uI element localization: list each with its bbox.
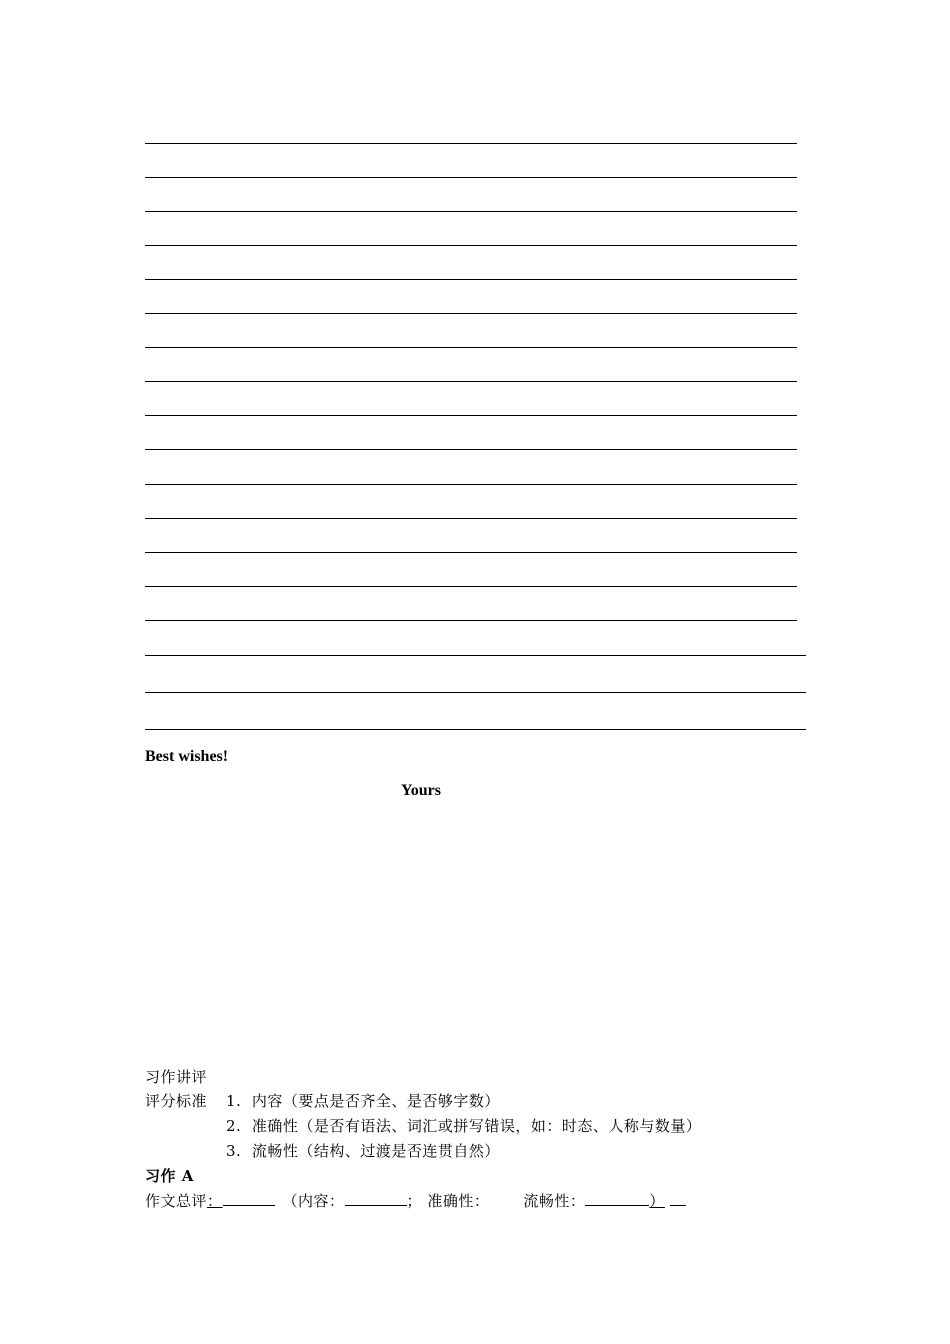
summary-line [145,1190,686,1211]
letter-signoff: Yours [401,782,442,799]
writing-line[interactable] [145,143,797,144]
writing-line[interactable] [145,381,797,382]
fluency-score-blank[interactable] [585,1190,649,1206]
writing-line[interactable] [145,177,797,178]
writing-line[interactable] [145,347,797,348]
summary-label: 作文总评 [145,1192,208,1210]
criterion-text: 内容（要点是否齐全、是否够字数） [251,1092,500,1110]
writing-line[interactable] [145,211,797,212]
writing-line[interactable] [145,279,797,280]
criterion-2 [226,1115,701,1136]
summary-close: ） [649,1192,665,1210]
letter-closing: Best wishes! [145,748,229,765]
accuracy-label: 准确性： [427,1192,490,1210]
writing-line[interactable] [145,484,797,485]
criterion-3 [226,1140,500,1161]
fluency-label: 流畅性： [523,1192,586,1210]
content-score-blank[interactable] [345,1190,407,1206]
trailing-blank[interactable] [670,1190,686,1206]
criteria-label: 评分标准 [145,1092,208,1110]
criterion-number: 2. [226,1117,242,1135]
summary-colon: ： [207,1192,223,1210]
writing-line[interactable] [145,552,797,553]
writing-line[interactable] [145,729,806,730]
overall-score-blank[interactable] [223,1190,275,1206]
criterion-text: 流畅性（结构、过渡是否连贯自然） [251,1142,500,1160]
criterion-text: 准确性（是否有语法、词汇或拼写错误，如：时态、人称与数量） [251,1117,702,1135]
writing-line[interactable] [145,518,797,519]
essay-label: 习作 A [145,1167,194,1185]
writing-line[interactable] [145,692,806,693]
criterion-number: 1. [226,1092,242,1110]
writing-line[interactable] [145,415,797,416]
summary-semicolon: ； [406,1192,423,1210]
writing-line[interactable] [145,313,797,314]
summary-open: （内容： [282,1192,345,1210]
writing-line[interactable] [145,620,797,621]
criterion-1 [226,1090,500,1111]
writing-line[interactable] [145,449,797,450]
writing-line[interactable] [145,245,797,246]
writing-line[interactable] [145,655,806,656]
criterion-number: 3. [226,1142,242,1160]
review-heading: 习作讲评 [145,1068,208,1086]
writing-line[interactable] [145,586,797,587]
